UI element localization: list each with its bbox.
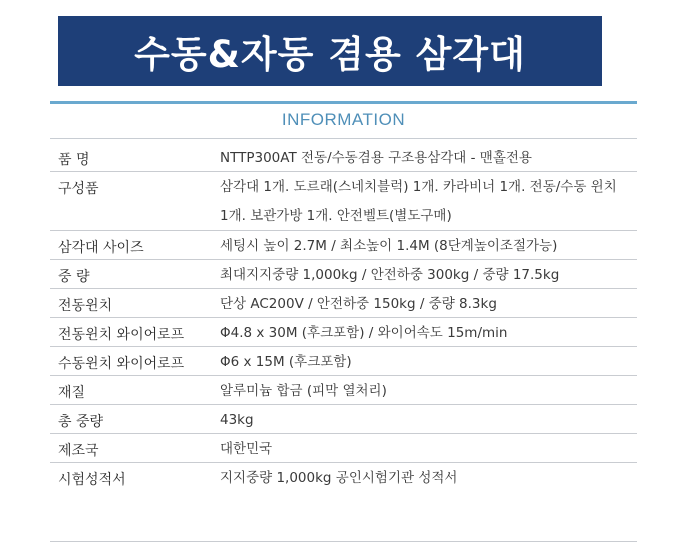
spec-row-weight <box>50 260 637 289</box>
spec-value: 삼각대 1개. 도르래(스네치블럭) 1개. 카라비너 1개. 전동/수동 윈치 1개. 보관가방 1개. 안전벨트(별도구매) <box>220 179 617 224</box>
spec-label: 삼각대 사이즈 <box>58 240 144 256</box>
spec-value: NTTP300AT 전동/수동겸용 구조용삼각대 - 맨홀전용 <box>220 150 532 166</box>
spec-row-electric-winch-rope <box>50 318 637 347</box>
spec-row-product-name <box>50 143 637 172</box>
spec-value: 세팅시 높이 2.7M / 최소높이 1.4M (8단계높이조절가능) <box>220 238 558 254</box>
spec-value: Φ6 x 15M (후크포함) <box>220 354 352 370</box>
spec-label: 제조국 <box>58 443 99 459</box>
table-bottom-divider <box>50 491 637 542</box>
spec-value: 알루미늄 합금 (피막 열처리) <box>220 383 387 399</box>
spec-label: 재질 <box>58 385 86 401</box>
top-divider <box>50 101 637 104</box>
spec-value: 최대지지중량 1,000kg / 안전하중 300kg / 중량 17.5kg <box>220 267 560 283</box>
spec-value: Φ4.8 x 30M (후크포함) / 와이어속도 15m/min <box>220 325 508 341</box>
spec-row-tripod-size <box>50 231 637 260</box>
spec-value: 지지중량 1,000kg 공인시험기관 성적서 <box>220 470 458 486</box>
spec-table <box>50 143 637 542</box>
spec-value: 대한민국 <box>220 441 273 457</box>
heading-divider <box>50 138 637 139</box>
spec-row-material <box>50 376 637 405</box>
spec-row-test-report <box>50 463 637 491</box>
spec-value: 43kg <box>220 412 254 428</box>
page-title: 수동&자동 겸용 삼각대 <box>134 33 526 76</box>
title-banner <box>58 16 602 86</box>
spec-label: 시험성적서 <box>58 472 126 488</box>
spec-value: 단상 AC200V / 안전하중 150kg / 중량 8.3kg <box>220 296 497 312</box>
spec-label: 총 중량 <box>58 414 104 430</box>
spec-label: 전동윈치 <box>58 298 113 314</box>
spec-row-components <box>50 172 637 231</box>
spec-label: 수동윈치 와이어로프 <box>58 356 185 372</box>
section-heading: INFORMATION <box>281 110 406 129</box>
spec-row-country <box>50 434 637 463</box>
spec-label: 중 량 <box>58 269 90 285</box>
spec-row-total-weight <box>50 405 637 434</box>
spec-row-manual-winch-rope <box>50 347 637 376</box>
spec-label: 구성품 <box>58 181 99 197</box>
spec-label: 전동윈치 와이어로프 <box>58 327 185 343</box>
spec-label: 품 명 <box>58 152 90 168</box>
spec-row-electric-winch <box>50 289 637 318</box>
